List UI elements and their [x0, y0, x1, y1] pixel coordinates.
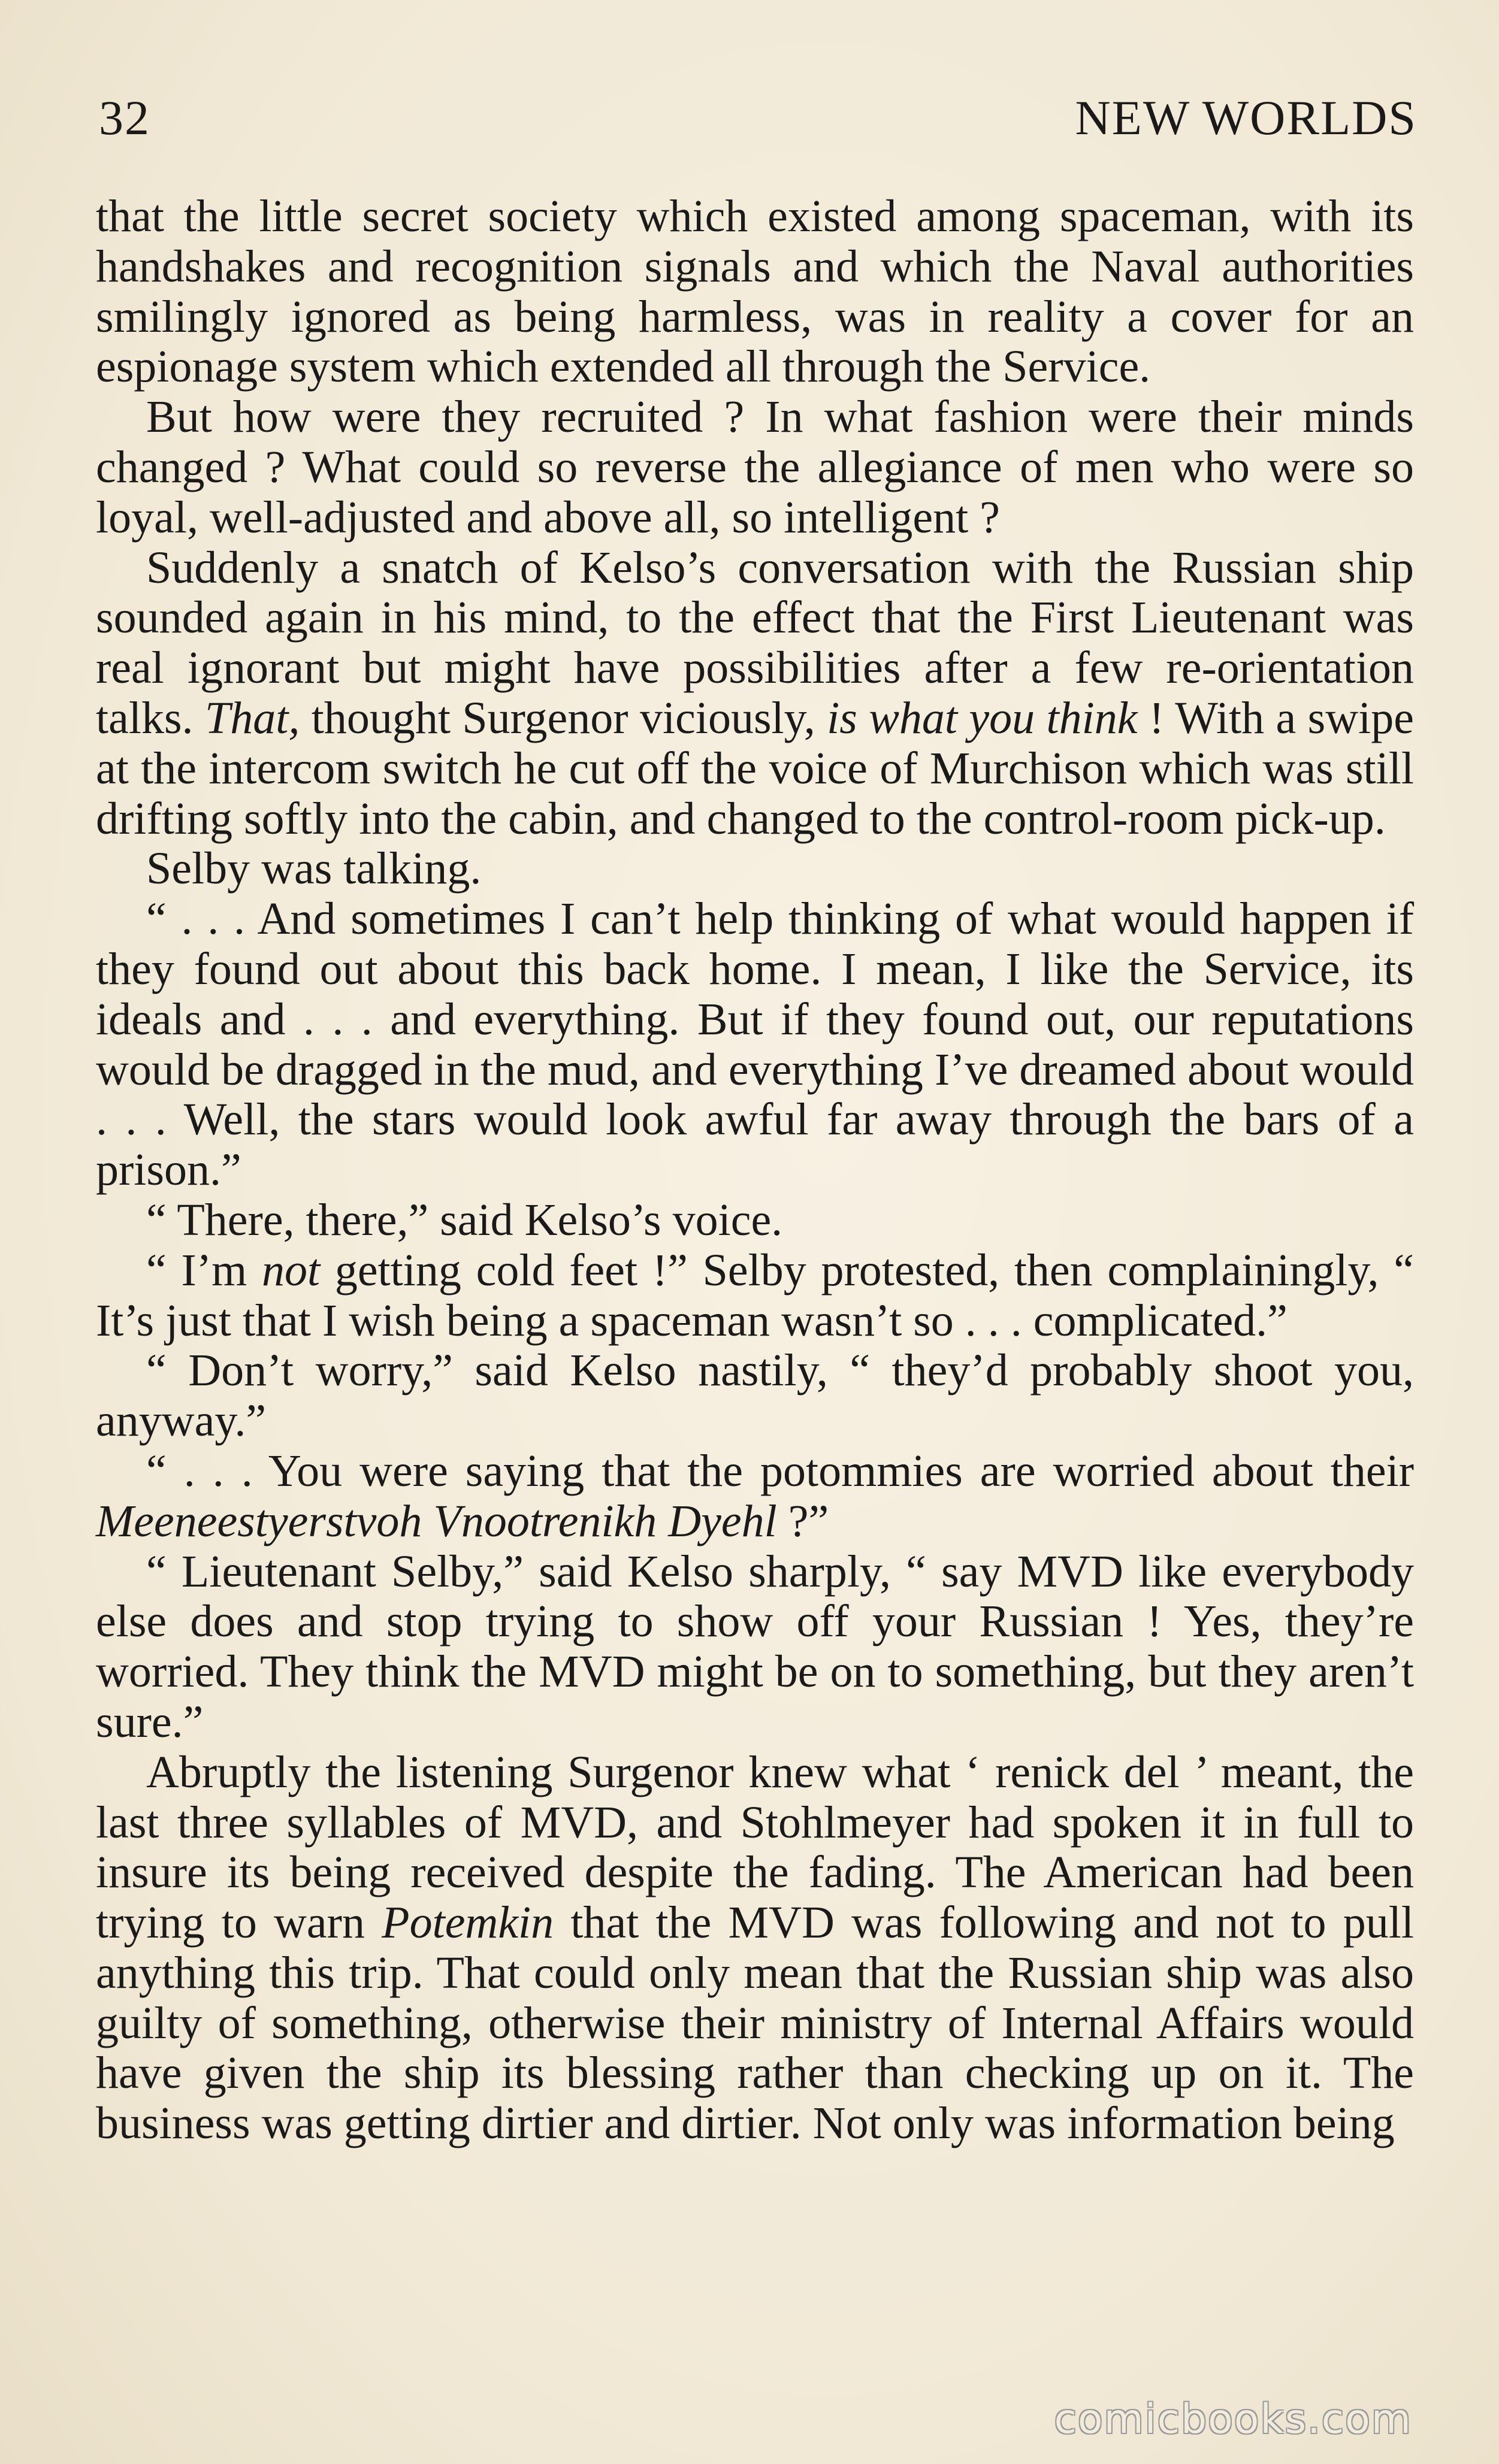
- text-run: Abruptly the listening Surgenor knew what ‘ renick del ’ meant, the last three syllables of MVD, and Stohlmeyer had spoken it in full to insure its being received despite the fading. The American had been trying to warn: [96, 1746, 1414, 1948]
- italic-text: is what you think: [827, 692, 1138, 743]
- paragraph: [96, 543, 1414, 844]
- paragraph: [96, 1446, 1414, 1547]
- running-title: NEW WORLDS: [1075, 90, 1417, 145]
- body-text: [96, 192, 1414, 2149]
- text-run: “ . . . You were saying that the potommies are worried about their: [146, 1445, 1414, 1496]
- paragraph: [96, 192, 1414, 392]
- paragraph: [96, 894, 1414, 1195]
- text-run: that the little secret society which existed among spaceman, with its handshakes and recognition signals and which the Naval authorities smilingly ignored as being harmless, was in reality a cover for an espionage system which extended all through the Service.: [96, 191, 1414, 392]
- paragraph: [96, 1346, 1414, 1446]
- paragraph: [96, 1246, 1414, 1346]
- paragraph: [96, 1748, 1414, 2149]
- paragraph: [96, 844, 1414, 894]
- text-run: “ I’m: [146, 1245, 262, 1295]
- text-run: ! With a swipe at the intercom switch he cut off the voice of Murchison which was still drifting softly into the cabin, and changed to the control-room pick-up.: [96, 692, 1414, 844]
- page-number: 32: [99, 90, 150, 145]
- text-run: “ Lieutenant Selby,” said Kelso sharply, “ say MVD like everybody else does and stop trying to show off your Russian ! Yes, they’re worried. They think the MVD might be on to something, but they aren’t sure.”: [96, 1546, 1414, 1747]
- page-header: [99, 90, 1417, 156]
- text-run: Suddenly a snatch of Kelso’s conversation with the Russian ship sounded again in his mind, to the effect that the First Lieutenant was real ignorant but might have possibilities after a few re-orientation talks.: [96, 542, 1414, 743]
- text-run: getting cold feet !” Selby protested, then complainingly, “ It’s just that I wish being a spaceman wasn’t so . . . complicated.”: [96, 1245, 1414, 1346]
- text-run: that the MVD was following and not to pull anything this trip. That could only mean that the Russian ship was also guilty of something, otherwise their ministry of Internal Affairs would have given the ship its blessing rather than checking up on it. The business was getting dirtier and dirtier. Not only was information being: [96, 1897, 1414, 2149]
- text-run: thought Surgenor viciously,: [300, 692, 827, 743]
- text-run: ?”: [776, 1496, 829, 1546]
- italic-text: not: [261, 1245, 321, 1295]
- watermark: comicbooks.com: [1054, 2396, 1412, 2443]
- paragraph: [96, 1195, 1414, 1246]
- text-run: “ There, there,” said Kelso’s voice.: [146, 1194, 783, 1245]
- italic-text: That,: [204, 692, 300, 743]
- paragraph: [96, 392, 1414, 543]
- text-run: “ Don’t worry,” said Kelso nastily, “ they’d probably shoot you, anyway.”: [96, 1345, 1414, 1446]
- paragraph: [96, 1547, 1414, 1748]
- text-run: Selby was talking.: [146, 843, 482, 894]
- italic-text: Meeneestyerstvoh Vnootrenikh Dyehl: [96, 1496, 777, 1546]
- text-run: “ . . . And sometimes I can’t help thinking of what would happen if they found out about this back home. I mean, I like the Service, its ideals and . . . and everything. But if they found out, our reputations would be dragged in the mud, and everything I’ve dreamed about would . . . Well, the stars would look awful far away through the bars of a prison.”: [96, 894, 1414, 1195]
- text-run: But how were they recruited ? In what fashion were their minds changed ? What could so reverse the allegiance of men who were so loyal, well-adjusted and above all, so intelligent ?: [96, 392, 1414, 543]
- italic-text: Potemkin: [382, 1897, 554, 1948]
